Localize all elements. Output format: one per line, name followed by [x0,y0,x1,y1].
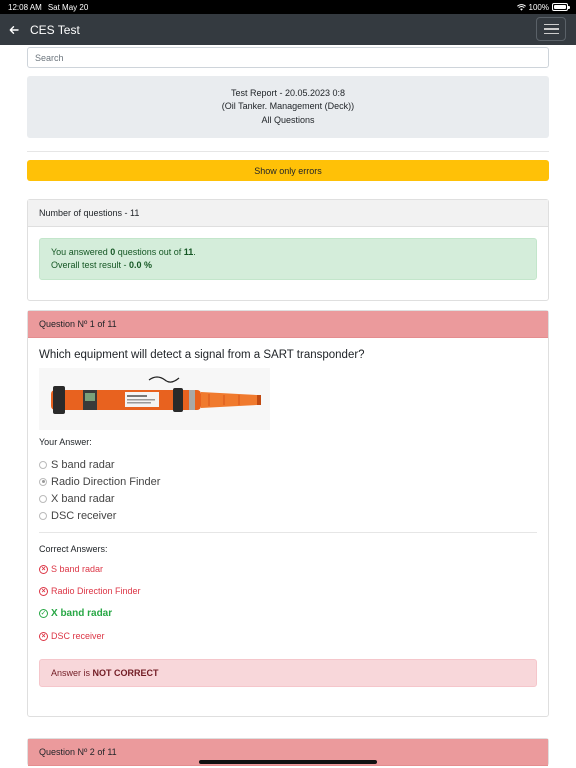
result-line: Overall test result - 0.0 % [51,260,153,270]
answer-correct: ✓ X band radar [40,608,113,619]
report-title: Test Report - 20.05.2023 0:8 [230,87,346,98]
question-header: Question Nº 2 of 11 [28,739,548,766]
battery-icon [552,3,568,11]
answer-wrong: × Radio Direction Finder [39,586,537,596]
question-text: Which equipment will detect a signal from a SART transponder? [39,349,365,361]
arrow-left-icon[interactable] [0,14,28,45]
status-date: Sat May 20 [47,2,89,12]
report-subtitle: (Oil Tanker. Management (Deck)) [221,101,355,112]
radio-checked-icon [39,478,47,486]
option-dsc-receiver[interactable]: DSC receiver [39,507,537,524]
search-input[interactable] [27,47,549,68]
divider [39,532,537,533]
navbar [0,14,576,45]
divider [27,151,549,152]
question-card [27,310,549,717]
radio-icon [39,461,47,469]
radio-icon [39,512,47,520]
page-title: CES Test [30,22,80,37]
x-circle-icon: × [39,565,48,574]
answer-wrong: × DSC receiver [39,631,537,641]
answer-result-alert: Answer is NOT CORRECT [39,659,537,687]
x-circle-icon: × [39,587,48,596]
answer-wrong: × S band radar [39,564,537,574]
correct-answers-label: Correct Answers: [39,544,108,554]
summary-card [27,199,549,301]
question-header: Question Nº 1 of 11 [28,311,548,338]
answered-count: 0 [110,247,116,257]
x-circle-icon: × [39,632,48,641]
sart-transponder-image [39,368,270,430]
answer-result-value: NOT CORRECT [92,668,159,678]
check-circle-icon: ✓ [40,610,47,617]
main-content [27,47,549,766]
search-placeholder: Search [35,52,64,63]
answer-options [39,456,537,524]
hamburger-icon[interactable] [536,17,566,41]
option-x-band-radar[interactable]: X band radar [39,490,537,507]
result-value: 0.0 % [129,260,153,270]
home-indicator [199,760,377,764]
test-report-box [27,76,549,138]
status-bar [0,0,576,14]
status-time: 12:08 AM [8,2,42,12]
summary-alert [39,238,537,280]
show-only-errors-button[interactable]: Show only errors [27,160,549,181]
summary-header: Number of questions - 11 [28,200,548,227]
report-scope: All Questions [261,114,315,125]
option-s-band-radar[interactable]: S band radar [39,456,537,473]
total-count: 11 [183,247,194,257]
radio-icon [39,495,47,503]
your-answer-label: Your Answer: [39,437,92,447]
wifi-icon [517,4,526,11]
answered-line: You answered 0 questions out of 11. [51,247,196,257]
option-radio-direction-finder[interactable]: Radio Direction Finder [39,473,537,490]
battery-percent: 100% [528,2,549,12]
